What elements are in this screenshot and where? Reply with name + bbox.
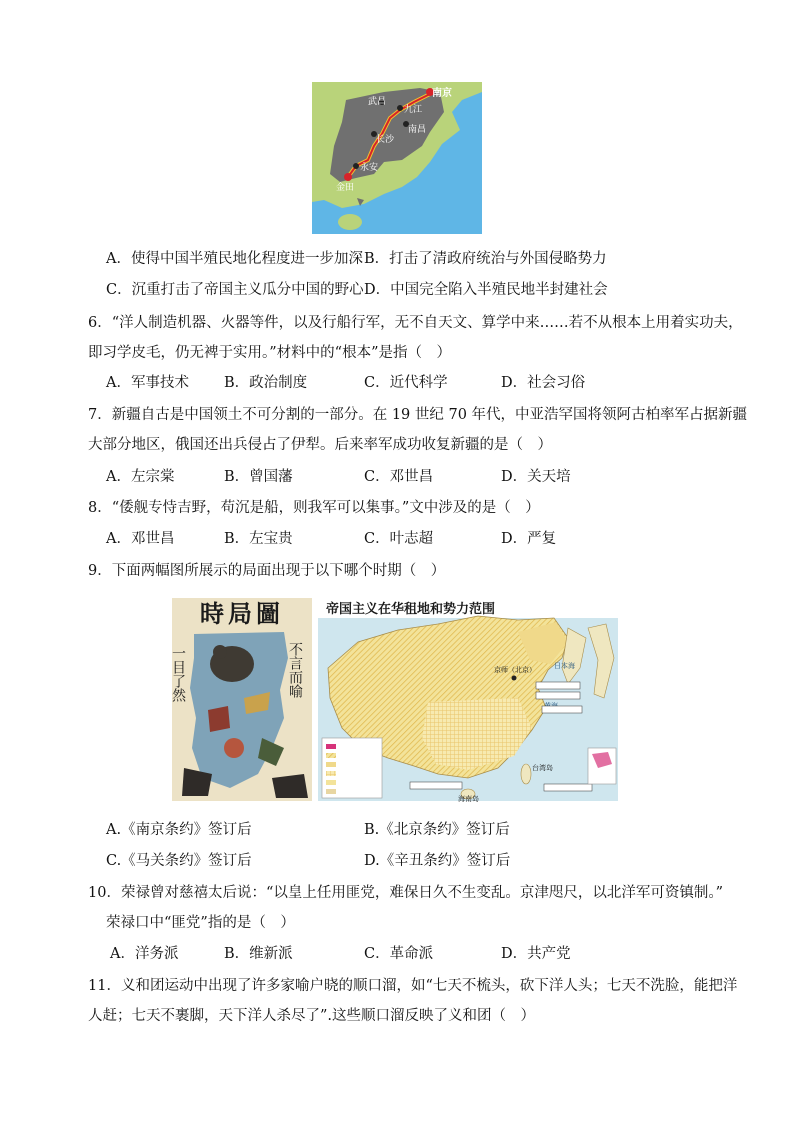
map-beijing-dot: [512, 676, 517, 681]
label-changsha: 长沙: [376, 135, 395, 145]
q10-stem-line1: 10．荣禄曾对慈禧太后说：“以皇上任用匪党，难保日久不生变乱。京津咫尺，以北洋军可资镇制。”: [88, 885, 724, 901]
q5-option-a[interactable]: A．使得中国半殖民地化程度进一步加深: [106, 251, 363, 267]
label-jintian: 金田: [336, 183, 355, 193]
q6-stem-line2: 即习学皮毛，仍无裨于实用。”材料中的“根本”是指（ ）: [88, 345, 451, 361]
legend-swatch-lease: [326, 744, 336, 749]
q5-option-d[interactable]: D．中国完全陷入半殖民地半封建社会: [364, 282, 608, 298]
q10-option-c[interactable]: C．革命派: [364, 946, 434, 962]
cartoon-frog: [224, 738, 244, 758]
city-dot-jintian: [344, 173, 352, 181]
q6-option-c[interactable]: C．近代科学: [364, 375, 448, 391]
spheres-map-svg: [318, 598, 618, 801]
legend-swatch-russia: [326, 753, 336, 758]
q8-option-d[interactable]: D．严复: [501, 531, 557, 547]
cartoon-bear-head: [213, 645, 227, 659]
q6-option-a[interactable]: A．军事技术: [106, 375, 189, 391]
q9-option-b[interactable]: B.《北京条约》签订后: [364, 822, 510, 838]
map-title: 帝国主义在华租地和势力范围: [326, 602, 496, 617]
map-lease-box-hk: [544, 784, 592, 791]
cartoon-side-right-overlay: 不言而喻: [292, 642, 308, 698]
map-lease-box-3: [542, 706, 582, 713]
q9-option-d[interactable]: D.《辛丑条约》签订后: [364, 853, 511, 869]
label-nanjing: 南京: [432, 88, 452, 99]
map-label-beijing: 京师（北京）: [494, 666, 536, 674]
city-dot-jiujiang: [397, 105, 403, 111]
q8-stem: 8．“倭舰专恃吉野，苟沉是船，则我军可以集事。”文中涉及的是（ ）: [88, 500, 540, 516]
spheres-of-influence-map: [318, 598, 618, 801]
map-taiwan: [521, 764, 531, 784]
q7-stem-line1: 7．新疆自古是中国领土不可分割的一部分。在 19 世纪 70 年代，中亚浩罕国将领阿古柏率军占据新疆: [88, 407, 748, 423]
q7-option-b[interactable]: B．曾国藩: [224, 469, 293, 485]
q7-option-c[interactable]: C．邓世昌: [364, 469, 434, 485]
q9-option-c[interactable]: C.《马关条约》签订后: [106, 853, 252, 869]
q5-option-b[interactable]: B．打击了清政府统治与外国侵略势力: [364, 251, 607, 267]
legend-swatch-germany: [326, 762, 336, 767]
q7-option-d[interactable]: D．关天培: [501, 469, 571, 485]
label-nanchang: 南昌: [408, 125, 427, 135]
legend-swatch-britain: [326, 771, 336, 776]
map-lease-box-2: [536, 692, 580, 699]
q10-option-b[interactable]: B．维新派: [224, 946, 293, 962]
q7-stem-line2: 大部分地区，俄国还出兵侵占了伊犁。后来率军成功收复新疆的是（ ）: [88, 437, 552, 453]
label-yongan: 永安: [360, 163, 379, 173]
q6-option-b[interactable]: B．政治制度: [224, 375, 308, 391]
map-label-hainan: 海南岛: [458, 795, 479, 803]
q8-option-b[interactable]: B．左宝贵: [224, 531, 293, 547]
q5-option-c[interactable]: C．沉重打击了帝国主义瓜分中国的野心: [106, 282, 364, 298]
taiping-route-map: [312, 82, 482, 234]
city-dot-yongan: [353, 163, 359, 169]
q8-option-a[interactable]: A．邓世昌: [106, 531, 175, 547]
q9-option-a[interactable]: A.《南京条约》签订后: [106, 822, 252, 838]
q8-option-c[interactable]: C．叶志超: [364, 531, 434, 547]
legend-swatch-france: [326, 780, 336, 785]
hainan-island: [338, 214, 362, 230]
q7-option-a[interactable]: A．左宗棠: [106, 469, 175, 485]
map-lease-box-gz: [410, 782, 462, 789]
q6-option-d[interactable]: D．社会习俗: [501, 375, 586, 391]
q9-stem: 9．下面两幅图所展示的局面出现于以下哪个时期（ ）: [88, 563, 446, 579]
q10-stem-line2: 荣禄口中“匪党”指的是（ ）: [106, 915, 295, 931]
map-lease-box-1: [536, 682, 580, 689]
cartoon-side-left: 一目了然: [170, 646, 186, 702]
taiping-route-map-svg: [312, 82, 482, 234]
map-label-taiwan: 台湾岛: [532, 764, 553, 772]
legend-swatch-japan: [326, 789, 336, 794]
q10-option-a[interactable]: A．洋务派: [110, 946, 179, 962]
q10-option-d[interactable]: D．共产党: [501, 946, 571, 962]
q6-stem-line1: 6．“洋人制造机器、火器等件，以及行船行军，无不自天文、算学中来……若不从根本上用着实功夫，: [88, 315, 743, 331]
map-label-japan-sea: 日本海: [554, 662, 575, 670]
label-wuchang: 武昌: [368, 97, 387, 107]
q11-stem-line2: 人赶；七天不裹脚，天下洋人杀尽了”.这些顺口溜反映了义和团（ ）: [88, 1008, 536, 1024]
q11-stem-line1: 11．义和团运动中出现了许多家喻户晓的顺口溜，如“七天不梳头，砍下洋人头；七天不洗脸，能把洋: [88, 978, 738, 994]
shiju-cartoon: [172, 598, 312, 801]
shiju-cartoon-svg: [172, 598, 312, 801]
cartoon-officials-right: [272, 774, 308, 798]
label-jiujiang: 九江: [404, 105, 423, 115]
cartoon-title: 時局圖: [200, 599, 284, 628]
cartoon-figure: [208, 706, 230, 732]
